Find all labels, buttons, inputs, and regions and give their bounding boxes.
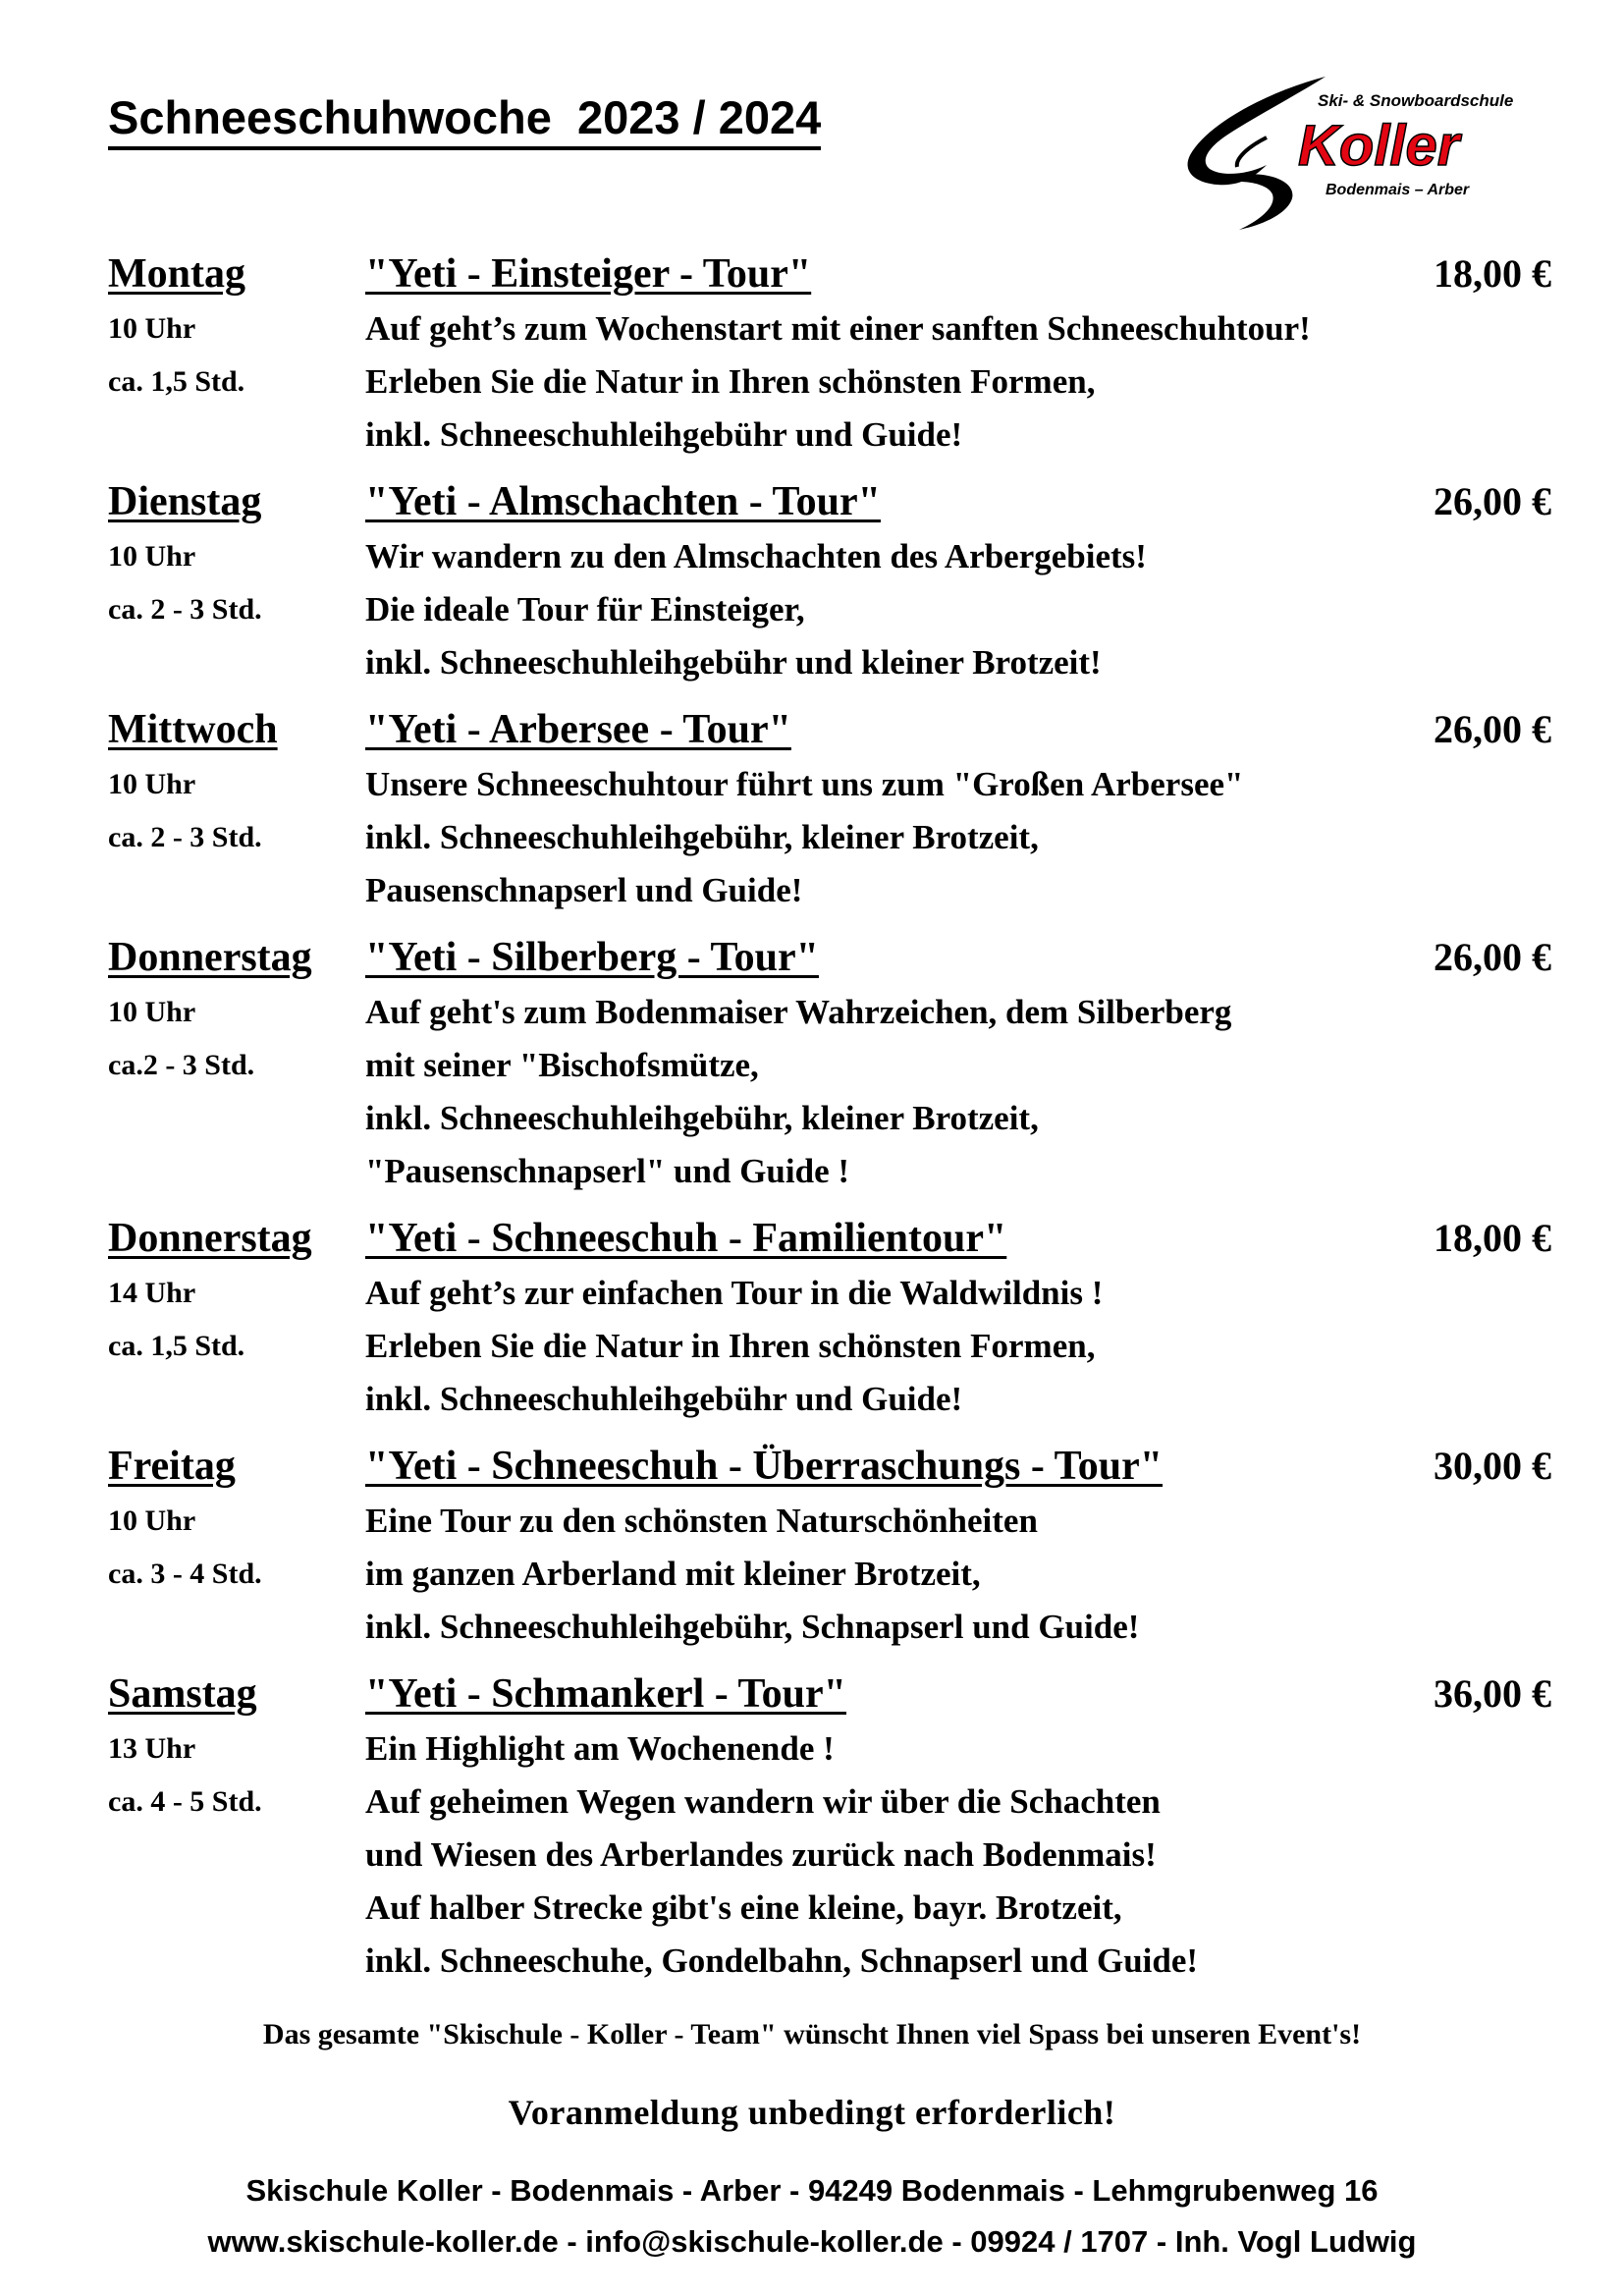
tour-description-line: inkl. Schneeschuhleihgebühr, kleiner Brotzeit, <box>365 818 1039 856</box>
tour-entry <box>108 246 1551 462</box>
registration-note: Voranmeldung unbedingt erforderlich! <box>508 2093 1116 2132</box>
team-note: Das gesamte "Skischule - Koller - Team" wünscht Ihnen viel Spass bei unseren Event's! <box>262 2018 1362 2050</box>
tour-duration: ca. 1,5 Std. <box>108 1330 245 1362</box>
tour-duration: ca. 3 - 4 Std. <box>108 1558 262 1590</box>
footer-address: Skischule Koller - Bodenmais - Arber - 94249 Bodenmais - Lehmgrubenweg 16 <box>245 2173 1379 2208</box>
tour-entry <box>108 473 1551 689</box>
tour-time: 13 Uhr <box>108 1732 196 1765</box>
tour-name: "Yeti - Silberberg - Tour" <box>365 935 819 980</box>
tour-entry <box>108 701 1551 917</box>
tour-duration: ca. 4 - 5 Std. <box>108 1785 262 1818</box>
tour-name: "Yeti - Schneeschuh - Familientour" <box>365 1216 1007 1261</box>
tour-price: 36,00 € <box>1434 1671 1551 1716</box>
tour-description-line: inkl. Schneeschuhleihgebühr und Guide! <box>365 415 963 454</box>
tour-entry <box>108 1666 1551 1988</box>
tour-description-line: Auf geht's zum Bodenmaiser Wahrzeichen, dem Silberberg <box>365 993 1232 1031</box>
tour-list <box>108 246 1551 1999</box>
tour-price: 30,00 € <box>1434 1444 1551 1488</box>
tour-description-line: inkl. Schneeschuhleihgebühr und kleiner Brotzeit! <box>365 643 1102 682</box>
logo-location: Bodenmais – Arber <box>1326 182 1470 198</box>
tour-description-line: inkl. Schneeschuhleihgebühr, kleiner Brotzeit, <box>365 1099 1039 1137</box>
tour-name: "Yeti - Schmankerl - Tour" <box>365 1671 846 1717</box>
tour-day: Donnerstag <box>108 935 312 980</box>
tour-price: 26,00 € <box>1434 707 1551 751</box>
tour-description-line: Erleben Sie die Natur in Ihren schönsten Formen, <box>365 362 1096 401</box>
tour-duration: ca. 2 - 3 Std. <box>108 821 262 853</box>
tour-description-line: im ganzen Arberland mit kleiner Brotzeit, <box>365 1555 981 1593</box>
tour-entry <box>108 1210 1551 1426</box>
tour-description-line: inkl. Schneeschuhe, Gondelbahn, Schnapserl und Guide! <box>365 1941 1199 1980</box>
tour-description-line: Auf halber Strecke gibt's eine kleine, bayr. Brotzeit, <box>365 1888 1122 1927</box>
tour-description-line: mit seiner "Bischofsmütze, <box>365 1046 759 1084</box>
tour-time: 10 Uhr <box>108 768 196 800</box>
tour-price: 26,00 € <box>1434 935 1551 979</box>
tour-day: Dienstag <box>108 479 262 524</box>
footer-contact: www.skischule-koller.de - info@skischule-koller.de - 09924 / 1707 - Inh. Vogl Ludwig <box>207 2224 1417 2259</box>
tour-day: Mittwoch <box>108 707 278 752</box>
tour-day: Samstag <box>108 1671 257 1717</box>
tour-duration: ca.2 - 3 Std. <box>108 1049 255 1081</box>
tour-price: 26,00 € <box>1434 479 1551 523</box>
tour-description-line: Erleben Sie die Natur in Ihren schönsten Formen, <box>365 1327 1096 1365</box>
tour-time: 10 Uhr <box>108 1504 196 1537</box>
tour-time: 14 Uhr <box>108 1277 196 1309</box>
logo-name: Koller <box>1298 114 1460 178</box>
tour-name: "Yeti - Arbersee - Tour" <box>365 707 791 752</box>
tour-description-line: inkl. Schneeschuhleihgebühr und Guide! <box>365 1380 963 1418</box>
tour-description-line: Eine Tour zu den schönsten Naturschönheiten <box>365 1502 1038 1540</box>
tour-name: "Yeti - Einsteiger - Tour" <box>365 251 812 297</box>
tour-description-line: Ein Highlight am Wochenende ! <box>365 1729 835 1768</box>
tour-day: Donnerstag <box>108 1216 312 1261</box>
tour-description-line: und Wiesen des Arberlandes zurück nach Bodenmais! <box>365 1835 1157 1874</box>
tour-description-line: Unsere Schneeschuhtour führt uns zum "Großen Arbersee" <box>365 765 1244 803</box>
tour-description-line: inkl. Schneeschuhleihgebühr, Schnapserl und Guide! <box>365 1608 1140 1646</box>
tour-entry <box>108 929 1551 1198</box>
tour-description-line: "Pausenschnapserl" und Guide ! <box>365 1152 850 1190</box>
tour-time: 10 Uhr <box>108 996 196 1028</box>
tour-duration: ca. 1,5 Std. <box>108 365 245 398</box>
tour-day: Montag <box>108 251 245 297</box>
tour-description-line: Auf geht’s zum Wochenstart mit einer sanften Schneeschuhtour! <box>365 309 1311 348</box>
tour-name: "Yeti - Schneeschuh - Überraschungs - Tour" <box>365 1444 1164 1489</box>
tour-description-line: Wir wandern zu den Almschachten des Arbergebiets! <box>365 537 1147 575</box>
logo-tagline: Ski- & Snowboardschule <box>1318 91 1514 110</box>
tour-entry <box>108 1438 1551 1654</box>
skischule-koller-logo <box>1178 69 1551 236</box>
tour-description-line: Pausenschnapserl und Guide! <box>365 871 803 909</box>
tour-price: 18,00 € <box>1434 251 1551 296</box>
tour-time: 10 Uhr <box>108 540 196 573</box>
tour-description-line: Die ideale Tour für Einsteiger, <box>365 590 805 629</box>
page-title: Schneeschuhwoche 2023 / 2024 <box>108 90 821 150</box>
tour-name: "Yeti - Almschachten - Tour" <box>365 479 881 524</box>
tour-price: 18,00 € <box>1434 1216 1551 1260</box>
tour-description-line: Auf geht’s zur einfachen Tour in die Waldwildnis ! <box>365 1274 1104 1312</box>
tour-duration: ca. 2 - 3 Std. <box>108 593 262 626</box>
tour-time: 10 Uhr <box>108 312 196 345</box>
tour-day: Freitag <box>108 1444 236 1489</box>
logo-swoosh-thin <box>1237 137 1267 167</box>
tour-description-line: Auf geheimen Wegen wandern wir über die Schachten <box>365 1782 1161 1821</box>
